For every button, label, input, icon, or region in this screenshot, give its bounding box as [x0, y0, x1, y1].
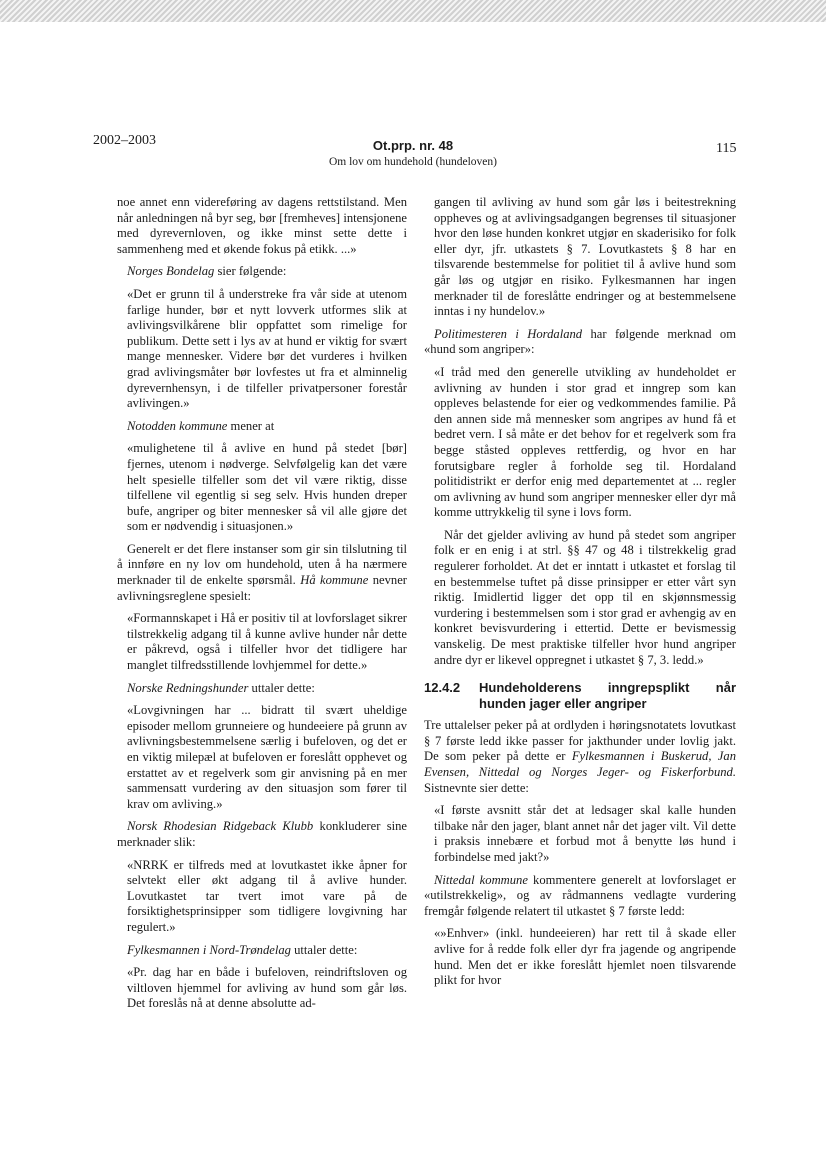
page-number: 115 [716, 141, 737, 156]
organization-name: Notodden kommune [127, 418, 228, 433]
organization-name: Hå kommune [300, 573, 369, 588]
quotation: «NRRK er tilfreds med at lovutkastet ikke åpner for selvtekt eller økt adgang til å avlive hunder. Lovutkastet tar tvert imot vare på de forsiktighetsprinsipper som tidligere lovgivning har regulert.» [127, 857, 407, 934]
header-year: 2002–2003 [93, 133, 156, 148]
attribution: Norsk Rhodesian Ridgeback Klubb konkluderer sine merknader slik: [117, 819, 408, 849]
left-column [117, 195, 407, 1019]
right-column [424, 195, 736, 996]
attribution: Politimesteren i Hordaland har følgende merknad om «hund som angriper»: [424, 326, 736, 357]
attribution: Notodden kommune mener at [127, 418, 275, 433]
attribution: Norges Bondelag sier følgende: [127, 264, 287, 279]
quotation: «I tråd med den generelle utvikling av hundeholdet er avlivning av hunden i stor grad et inngrep som kan oppleves belastende for eier og vedkommendes familie. På den annen side må mennesker som angripes av hund få et bedret vern. I så måte er det behov for et regelverk som fra begge ståsted oppleves rettferdig, og hvor en har forutsigbare regler å forholde seg til. Hordaland politidistrikt er derfor enig med departementet at ... regler om avlivning av hund som angriper mennesker eller dyr må komme uttrykkelig til syne i lovs form. [434, 364, 736, 520]
quotation: Når det gjelder avliving av hund på stedet som angriper folk er en enig i at strl. §§ 47 og 48 i tilstrekkelig grad regulerer forholdet. At det er inntatt i utkastet et forslag til en bestemmelse tuftet på disse prinsipper er etter vårt syn riktig. Imidlertid ligger det opp til en skjønnsmessig vurdering i bestemmelsen som i stor grad er avhengig av en konkret bevisvurdering i ettertid. Dette er bevismessig vanskelig. De mest praktiske tilfeller hvor hund angriper andre dyr er likevel oppregnet i utkastet § 7, 3. ledd.» [434, 527, 736, 667]
quotation: «mulighetene til å avlive en hund på stedet [bør] fjernes, utenom i nødverge. Selvfølgelig kan det være helt spesielle tilfeller som det vil være riktig, disse tilfellene vil egentlig si seg selv. Hvis hunden dreper bufe, angriper og biter mennesker så vil alle gjøre det som er nødvendig i situasjonen.» [127, 441, 407, 534]
section-title: Hundeholderens inngrepsplikt når hunden jager eller angriper [479, 680, 736, 712]
attribution: Fylkesmannen i Nord-Trøndelag uttaler dette: [127, 942, 358, 957]
paragraph: Generelt er det flere instanser som gir sin tilslutning til å innføre en ny lov om hundehold, uten å ha nærmere merknader til de enkelte spørsmål. Hå kommune nevner avlivningsreglene spesielt: [117, 541, 407, 603]
quotation: «Lovgivningen har ... bidratt til svært uheldige episoder mellom grunneiere og hundeeiere på grunn av avlivningsbestemmelsene særlig i bufeloven, og det er en viktig milepæl at bufeloven er foreslått opphevet og erstattet av et regelverk som gir anvisning på en mer sammensatt vurdering av den situasjon som fører til krav om avliving.» [127, 703, 407, 811]
paragraph: noe annet enn videreføring av dagens rettstilstand. Men når anledningen nå byr seg, bør [fremheves] intensjonene med dyrevernloven, og ikke minst sette dette i sammenheng med et økende fokus på etikk. ...» [117, 195, 407, 256]
attribution: Nittedal kommune kommentere generelt at lovforslaget er «utilstrekkelig», og av rådmannens vedlagte vurdering fremgår følgende relatert til utkastet § 7 første ledd: [424, 872, 736, 918]
quotation: «Pr. dag har en både i bufeloven, reindriftsloven og viltloven hjemmel for avliving av hund som går løs. Det foreslås nå at denne absolutte ad- [127, 965, 407, 1011]
quotation: «I første avsnitt står det at ledsager skal kalle hunden tilbake når den jager, blant annet når det jager vilt. Vil dette i praksis innebære et forbud mot å benytte løs hund i forbindelse med jakt?» [434, 803, 736, 864]
quotation: «Det er grunn til å understreke fra vår side at utenom farlige hunder, bør et nytt lovverk utformes slik at avlivingsvilkårene blir oppfattet som rimelige for publikum. Dette sett i lys av at hund er viktig for svært mange mennesker. Videre bør det vurderes i hvilken grad avlivingsmåter bør lovfestes ut fra et alminnelig dyrevernhensyn, i de tilfeller privatpersoner forestår avlivingen.» [127, 286, 407, 411]
organization-name: Norges Bondelag [127, 264, 215, 279]
organization-name: Politimesteren i Hordaland [434, 326, 583, 341]
paragraph: Tre uttalelser peker på at ordlyden i høringsnotatets lovutkast § 7 første ledd ikke passer for jakthunder under lovlig jakt. De som peker på dette er Fylkesmannen i Buskerud, Jan Evensen, Nittedal og Norges Jeger- og Fiskerforbund. Sistnevnte sier dette: [424, 718, 736, 795]
organization-name: Fylkesmannen i Nord-Trøndelag [127, 942, 291, 957]
quotation: gangen til avliving av hund som går løs i beitestrekning oppheves og at avlivingsadgangen begrenses til situasjoner hvor den løse hunden konkret utgjør en skaderisiko for folk eller dyr, jfr. utkastets § 7. Lovutkastets § 8 har en tilsvarende bestemmelse for politiet til å avlive hund som går løs og utgjør en risiko. Fylkesmannen har ingen merknader til de foreslåtte endringer og at bestemmelsene inntas i ny hundelov.» [434, 195, 736, 319]
section-number: 12.4.2 [424, 680, 461, 696]
document-subtitle: Om lov om hundehold (hundeloven) [328, 156, 497, 168]
organization-name: Fylkesmannen i Buskerud, Jan Evensen, Nittedal og Norges Jeger- og Fiskerforbund. [424, 749, 736, 779]
organization-name: Norsk Rhodesian Ridgeback Klubb [127, 819, 314, 834]
organization-name: Norske Redningshunder [127, 680, 249, 695]
quotation: «Formannskapet i Hå er positiv til at lovforslaget sikrer tilstrekkelig adgang til å kunne avlive hunder når dette er påkrevd, også i tilfeller hvor det tidligere har manglet tilfredsstillende lovhjemmel for dette.» [127, 611, 407, 673]
scan-edge-artifact [0, 0, 826, 22]
section-heading [424, 680, 736, 712]
quotation: «»Enhver» (inkl. hundeeieren) har rett til å skade eller avlive for å redde folk eller dyr fra jagende og angripende hund. Men det er ikke foreslått hjemlet noen tilsvarende plikt for hvor [434, 926, 736, 988]
attribution: Norske Redningshunder uttaler dette: [127, 680, 315, 695]
organization-name: Nittedal kommune [434, 872, 528, 887]
document-title: Ot.prp. nr. 48 [372, 138, 454, 153]
